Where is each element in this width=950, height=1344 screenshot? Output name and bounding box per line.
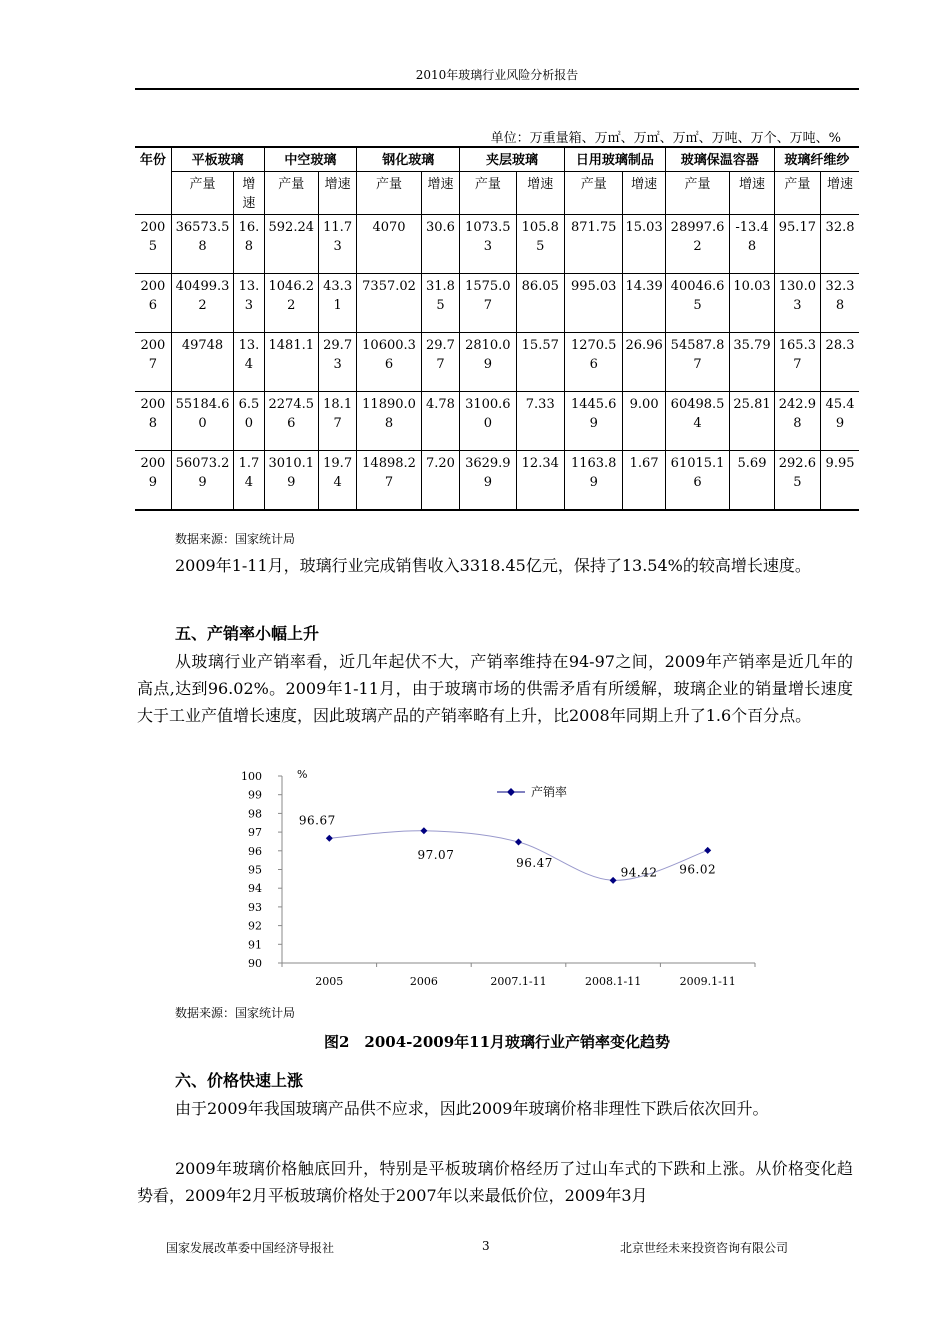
table-cell: 242.98 <box>774 392 820 451</box>
year-header: 年份 <box>135 147 171 215</box>
y-tick-label: 98 <box>248 807 262 821</box>
y-tick-label: 96 <box>248 844 262 858</box>
table-cell: 19.74 <box>318 451 356 510</box>
table-cell: 3629.99 <box>460 451 516 510</box>
table-cell: 14898.27 <box>357 451 422 510</box>
table-cell: 1270.56 <box>564 333 622 392</box>
output-header: 产量 <box>264 172 318 215</box>
table-cell: 31.85 <box>421 274 459 333</box>
group-header: 平板玻璃 <box>171 147 264 172</box>
group-header: 中空玻璃 <box>264 147 357 172</box>
output-header: 产量 <box>171 172 234 215</box>
y-tick-label: 99 <box>248 788 262 802</box>
table-cell: 1445.69 <box>564 392 622 451</box>
table-cell: 6.50 <box>234 392 264 451</box>
table-cell: 2810.09 <box>460 333 516 392</box>
table-cell: 36573.58 <box>171 215 234 274</box>
table-cell: 4.78 <box>421 392 459 451</box>
table-cell: 13.3 <box>234 274 264 333</box>
table-cell: 1073.53 <box>460 215 516 274</box>
chart-y-unit: % <box>297 768 308 781</box>
data-point-marker <box>326 835 333 842</box>
table-cell: 14.39 <box>623 274 665 333</box>
group-header: 玻璃保温容器 <box>665 147 774 172</box>
paragraph-sales-rate: 从玻璃行业产销率看，近几年起伏不大，产销率维持在94-97之间，2009年产销率是近几年的高点,达到96.02%。2009年1-11月，由于玻璃市场的供需矛盾有所缓解，玻璃企业的销量增长速度大于工业产值增长速度，因此玻璃产品的产销率略有上升，比2008年同期上升了1.6个百分点。 <box>137 652 853 725</box>
section-heading-6: 六、价格快速上涨 <box>175 1071 304 1090</box>
growth-header: 增速 <box>234 172 264 215</box>
table-row <box>135 451 859 510</box>
page-header-title: 2010年玻璃行业风险分析报告 <box>415 68 579 82</box>
data-label: 94.42 <box>620 865 658 880</box>
legend-marker-icon <box>507 788 515 796</box>
data-label: 97.07 <box>417 847 455 862</box>
x-tick-label: 2005 <box>315 975 344 988</box>
table-cell: 5.69 <box>730 451 774 510</box>
table-cell: 61015.16 <box>665 451 730 510</box>
table-units: 单位：万重量箱、万㎡、万㎡、万㎡、万吨、万个、万吨、% <box>490 131 841 146</box>
table-cell: 13.4 <box>234 333 264 392</box>
year-cell: 2007 <box>135 333 171 392</box>
data-point-marker <box>420 827 427 834</box>
table-cell: 60498.54 <box>665 392 730 451</box>
growth-header: 增速 <box>421 172 459 215</box>
growth-header: 增速 <box>516 172 564 215</box>
table-cell: 4070 <box>357 215 422 274</box>
growth-header: 增速 <box>318 172 356 215</box>
chart-source: 数据来源：国家统计局 <box>175 1006 296 1020</box>
table-cell: 49748 <box>171 333 234 392</box>
growth-header: 增速 <box>821 172 859 215</box>
table-cell: 11.73 <box>318 215 356 274</box>
table-row <box>135 215 859 274</box>
table-cell: 95.17 <box>774 215 820 274</box>
table-cell: 16.8 <box>234 215 264 274</box>
year-cell: 2009 <box>135 451 171 510</box>
output-header: 产量 <box>357 172 422 215</box>
data-point-marker <box>704 847 711 854</box>
table-cell: -13.48 <box>730 215 774 274</box>
table-cell: 1046.22 <box>264 274 318 333</box>
table-cell: 592.24 <box>264 215 318 274</box>
table-cell: 1.74 <box>234 451 264 510</box>
growth-header: 增速 <box>623 172 665 215</box>
table-cell: 11890.08 <box>357 392 422 451</box>
table-cell: 7357.02 <box>357 274 422 333</box>
table-cell: 56073.29 <box>171 451 234 510</box>
table-cell: 1481.1 <box>264 333 318 392</box>
section-heading-5: 五、产销率小幅上升 <box>175 624 320 643</box>
table-cell: 18.17 <box>318 392 356 451</box>
table-cell: 1575.07 <box>460 274 516 333</box>
table-cell: 1.67 <box>623 451 665 510</box>
chart-points <box>299 813 716 884</box>
x-tick-label: 2006 <box>409 975 438 988</box>
table-sub-header-row <box>135 172 859 215</box>
output-header: 产量 <box>564 172 622 215</box>
table-cell: 32.8 <box>821 215 859 274</box>
table-cell: 43.31 <box>318 274 356 333</box>
group-header: 玻璃纤维纱 <box>774 147 859 172</box>
paragraph-sales: 2009年1-11月，玻璃行业完成销售收入3318.45亿元，保持了13.54%的较高增长速度。 <box>175 556 811 575</box>
sales-rate-chart <box>235 765 765 995</box>
output-header: 产量 <box>460 172 516 215</box>
paragraph-price-trend: 2009年玻璃价格触底回升，特别是平板玻璃价格经历了过山车式的下跌和上涨。从价格变化趋势看，2009年2月平板玻璃价格处于2007年以来最低价位，2009年3月 <box>137 1159 853 1205</box>
header-rule <box>135 88 859 90</box>
table-cell: 165.37 <box>774 333 820 392</box>
x-tick-label: 2009.1-11 <box>679 975 736 988</box>
table-cell: 32.38 <box>821 274 859 333</box>
table-cell: 10.03 <box>730 274 774 333</box>
table-cell: 25.81 <box>730 392 774 451</box>
chart-x-tick-labels <box>315 975 736 988</box>
table-cell: 292.65 <box>774 451 820 510</box>
table-cell: 871.75 <box>564 215 622 274</box>
data-label: 96.67 <box>298 813 336 828</box>
chart-y-tick-labels <box>241 770 262 970</box>
y-tick-label: 91 <box>248 938 262 952</box>
footer-left: 国家发展改革委中国经济导报社 <box>166 1241 335 1255</box>
growth-header: 增速 <box>730 172 774 215</box>
group-header: 钢化玻璃 <box>357 147 460 172</box>
table-cell: 40046.65 <box>665 274 730 333</box>
table-cell: 3100.60 <box>460 392 516 451</box>
y-tick-label: 92 <box>248 919 262 933</box>
table-cell: 7.20 <box>421 451 459 510</box>
table-row <box>135 274 859 333</box>
year-cell: 2005 <box>135 215 171 274</box>
paragraph-price: 由于2009年我国玻璃产品供不应求，因此2009年玻璃价格非理性下跌后依次回升。 <box>175 1099 769 1118</box>
table-row <box>135 333 859 392</box>
chart-legend <box>497 784 567 799</box>
table-cell: 28.3 <box>821 333 859 392</box>
figure-caption: 图2 2004-2009年11月玻璃行业产销率变化趋势 <box>323 1033 671 1051</box>
y-tick-label: 97 <box>248 826 262 840</box>
table-cell: 9.00 <box>623 392 665 451</box>
table-cell: 55184.60 <box>171 392 234 451</box>
group-header: 夹层玻璃 <box>460 147 565 172</box>
table-source: 数据来源：国家统计局 <box>175 532 296 546</box>
year-cell: 2008 <box>135 392 171 451</box>
chart-svg <box>235 765 765 995</box>
footer-page-number: 3 <box>482 1239 490 1253</box>
table-cell: 105.85 <box>516 215 564 274</box>
table-cell: 28997.62 <box>665 215 730 274</box>
table-cell: 86.05 <box>516 274 564 333</box>
table-cell: 29.73 <box>318 333 356 392</box>
y-tick-label: 94 <box>248 882 262 896</box>
table-cell: 30.6 <box>421 215 459 274</box>
table-cell: 15.03 <box>623 215 665 274</box>
y-tick-label: 100 <box>241 770 262 783</box>
table-row <box>135 392 859 451</box>
table-cell: 9.95 <box>821 451 859 510</box>
table-group-header-row <box>135 147 859 172</box>
y-tick-label: 95 <box>248 863 262 877</box>
table-cell: 130.03 <box>774 274 820 333</box>
table-cell: 7.33 <box>516 392 564 451</box>
table-cell: 35.79 <box>730 333 774 392</box>
table-cell: 26.96 <box>623 333 665 392</box>
table-cell: 995.03 <box>564 274 622 333</box>
table-cell: 10600.36 <box>357 333 422 392</box>
group-header: 日用玻璃制品 <box>564 147 665 172</box>
y-tick-label: 90 <box>248 957 262 970</box>
y-tick-label: 93 <box>248 900 262 914</box>
production-table <box>135 146 859 511</box>
data-point-marker <box>515 839 522 846</box>
table-cell: 54587.87 <box>665 333 730 392</box>
legend-label: 产销率 <box>531 785 568 799</box>
table-cell: 15.57 <box>516 333 564 392</box>
data-label: 96.47 <box>516 856 553 871</box>
output-header: 产量 <box>665 172 730 215</box>
table-cell: 3010.19 <box>264 451 318 510</box>
x-tick-label: 2007.1-11 <box>490 975 547 988</box>
table-cell: 1163.89 <box>564 451 622 510</box>
table-cell: 12.34 <box>516 451 564 510</box>
footer-right: 北京世经未来投资咨询有限公司 <box>620 1241 789 1255</box>
table-cell: 2274.56 <box>264 392 318 451</box>
table-cell: 40499.32 <box>171 274 234 333</box>
table-cell: 29.77 <box>421 333 459 392</box>
data-point-marker <box>610 877 617 884</box>
x-tick-label: 2008.1-11 <box>584 975 642 988</box>
output-header: 产量 <box>774 172 820 215</box>
data-label: 96.02 <box>679 862 717 877</box>
year-cell: 2006 <box>135 274 171 333</box>
table-cell: 45.49 <box>821 392 859 451</box>
